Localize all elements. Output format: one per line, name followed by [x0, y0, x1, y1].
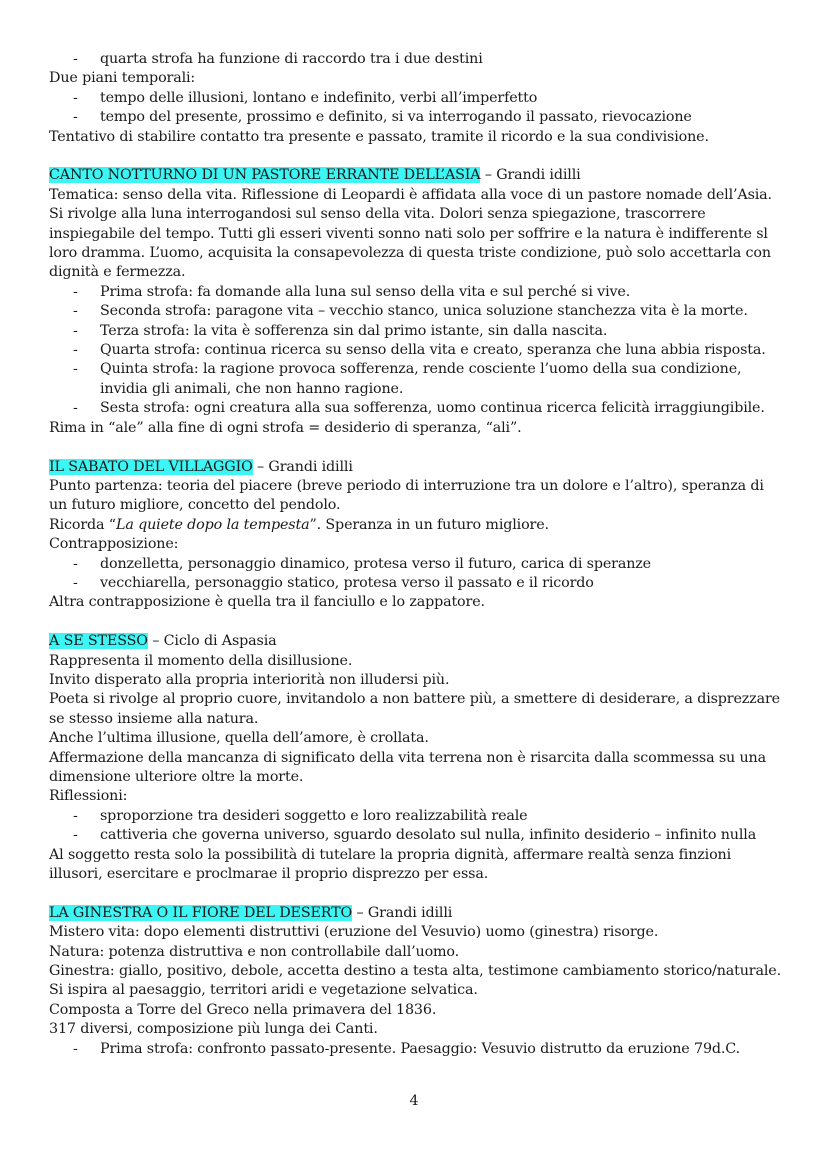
- paragraph-line: Tentativo di stabilire contatto tra presente e passato, tramite il ricordo e la sua condivisione.: [49, 128, 709, 145]
- bullet-item: - Sesta strofa: ogni creatura alla sua sofferenza, uomo continua ricerca felicità irraggiungibile.: [49, 399, 784, 418]
- highlighted-title: CANTO NOTTURNO DI UN PASTORE ERRANTE DELL’ASIA: [49, 167, 481, 184]
- bullet-item: - tempo del presente, prossimo e definito, si va interrogando il passato, rievocazione: [49, 108, 784, 127]
- paragraph-line: dignità e fermezza.: [49, 264, 186, 281]
- page-number: 4: [409, 1093, 419, 1109]
- paragraph-line: illusori, esercitare e proclmarae il proprio disprezzo per essa.: [49, 866, 489, 883]
- bullet-item: - Seconda strofa: paragone vita – vecchio stanco, unica soluzione stanchezza vita è la morte.: [49, 302, 784, 321]
- section-subtitle: – Grandi idilli: [352, 904, 453, 921]
- text-fragment: Ricorda “: [49, 516, 116, 533]
- paragraph-line: Invito disperato alla propria interiorità non illudersi più.: [49, 671, 450, 688]
- paragraph-line: se stesso insieme alla natura.: [49, 710, 259, 727]
- paragraph-line: inspiegabile del tempo. Tutti gli esseri viventi sonno nati solo per soffrire e la natura è indifferente sl: [49, 225, 768, 242]
- bullet-item: - donzelletta, personaggio dinamico, protesa verso il futuro, carica di speranze: [49, 555, 784, 574]
- italic-title: La quiete dopo la tempesta: [115, 516, 310, 533]
- paragraph-line: 317 diversi, composizione più lunga dei Canti.: [49, 1021, 378, 1038]
- text-fragment: ”. Speranza in un futuro migliore.: [309, 516, 549, 533]
- bullet-item: - Terza strofa: la vita è sofferenza sin dal primo istante, sin dalla nascita.: [49, 322, 784, 341]
- paragraph-line: Rappresenta il momento della disillusione.: [49, 652, 353, 669]
- paragraph-line: un futuro migliore, concetto del pendolo.: [49, 497, 341, 514]
- paragraph-line: dimensione ulteriore oltre la morte.: [49, 768, 304, 785]
- paragraph-line: [49, 516, 784, 535]
- paragraph-line: Ginestra: giallo, positivo, debole, accetta destino a testa alta, testimone cambiamento storico/naturale.: [49, 963, 781, 980]
- bullet-item: - tempo delle illusioni, lontano e indefinito, verbi all’imperfetto: [49, 89, 784, 108]
- paragraph-line: loro dramma. L’uomo, acquisita la consapevolezza di questa triste condizione, può solo accettarla con: [49, 245, 771, 262]
- section-subtitle: – Ciclo di Aspasia: [147, 633, 277, 650]
- paragraph-line: Mistero vita: dopo elementi distruttivi (eruzione del Vesuvio) uomo (ginestra) risorge.: [49, 924, 659, 941]
- paragraph-line: Altra contrapposizione è quella tra il fanciullo e lo zappatore.: [49, 594, 485, 611]
- section-heading-canto-notturno: [49, 166, 784, 185]
- bullet-item: - Prima strofa: confronto passato-presente. Paesaggio: Vesuvio distrutto da eruzione 79d.C.: [49, 1040, 784, 1059]
- section-subtitle: – Grandi idilli: [252, 458, 353, 475]
- paragraph-line: Contrapposizione:: [49, 536, 179, 553]
- bullet-item: - sproporzione tra desideri soggetto e loro realizzabilità reale: [49, 807, 784, 826]
- bullet-item: - Quinta strofa: la ragione provoca sofferenza, rende cosciente l’uomo della sua condizione, invidia gli animali, che non hanno ragione.: [49, 360, 780, 399]
- paragraph-line: Rima in “ale” alla fine di ogni strofa = desiderio di speranza, “ali”.: [49, 419, 522, 436]
- highlighted-title: A SE STESSO: [49, 633, 148, 650]
- paragraph-line: Riflessioni:: [49, 788, 128, 805]
- paragraph-line: Si rivolge alla luna interrogandosi sul senso della vita. Dolori senza spiegazione, trascorrere: [49, 206, 706, 223]
- section-heading-la-ginestra: [49, 904, 784, 923]
- section-subtitle: – Grandi idilli: [480, 167, 581, 184]
- paragraph-line: Si ispira al paesaggio, territori aridi e vegetazione selvatica.: [49, 982, 478, 999]
- paragraph-line: Natura: potenza distruttiva e non controllabile dall’uomo.: [49, 943, 460, 960]
- paragraph-line: Al soggetto resta solo la possibilità di tutelare la propria dignità, affermare realtà senza finzioni: [49, 846, 732, 863]
- paragraph-line: Poeta si rivolge al proprio cuore, invitandolo a non battere più, a smettere di desiderare, a disprezzare: [49, 691, 780, 708]
- paragraph-line: Punto partenza: teoria del piacere (breve periodo di interruzione tra un dolore e l’altro), speranza di: [49, 477, 764, 494]
- highlighted-title: LA GINESTRA O IL FIORE DEL DESERTO: [49, 904, 353, 921]
- paragraph-line: Due piani temporali:: [49, 70, 196, 87]
- bullet-item: - cattiveria che governa universo, sguardo desolato sul nulla, infinito desiderio – infinito nulla: [49, 826, 784, 845]
- bullet-item: - Prima strofa: fa domande alla luna sul senso della vita e sul perché si vive.: [49, 283, 784, 302]
- bullet-item: - vecchiarella, personaggio statico, protesa verso il passato e il ricordo: [49, 574, 784, 593]
- paragraph-line: Tematica: senso della vita. Riflessione di Leopardi è affidata alla voce di un pastore nomade dell’Asia.: [49, 186, 772, 203]
- highlighted-title: IL SABATO DEL VILLAGGIO: [49, 458, 253, 475]
- bullet-item: - quarta strofa ha funzione di raccordo tra i due destini: [49, 50, 784, 69]
- paragraph-line: Affermazione della mancanza di significato della vita terrena non è risarcita dalla scommessa su una: [49, 749, 766, 766]
- paragraph-line: Composta a Torre del Greco nella primavera del 1836.: [49, 1001, 437, 1018]
- paragraph-line: Anche l’ultima illusione, quella dell’amore, è crollata.: [49, 730, 429, 747]
- section-heading-sabato-villaggio: [49, 458, 784, 477]
- bullet-item: - Quarta strofa: continua ricerca su senso della vita e creato, speranza che luna abbia risposta.: [49, 341, 784, 360]
- document-page: [49, 50, 784, 1059]
- section-heading-a-se-stesso: [49, 632, 784, 651]
